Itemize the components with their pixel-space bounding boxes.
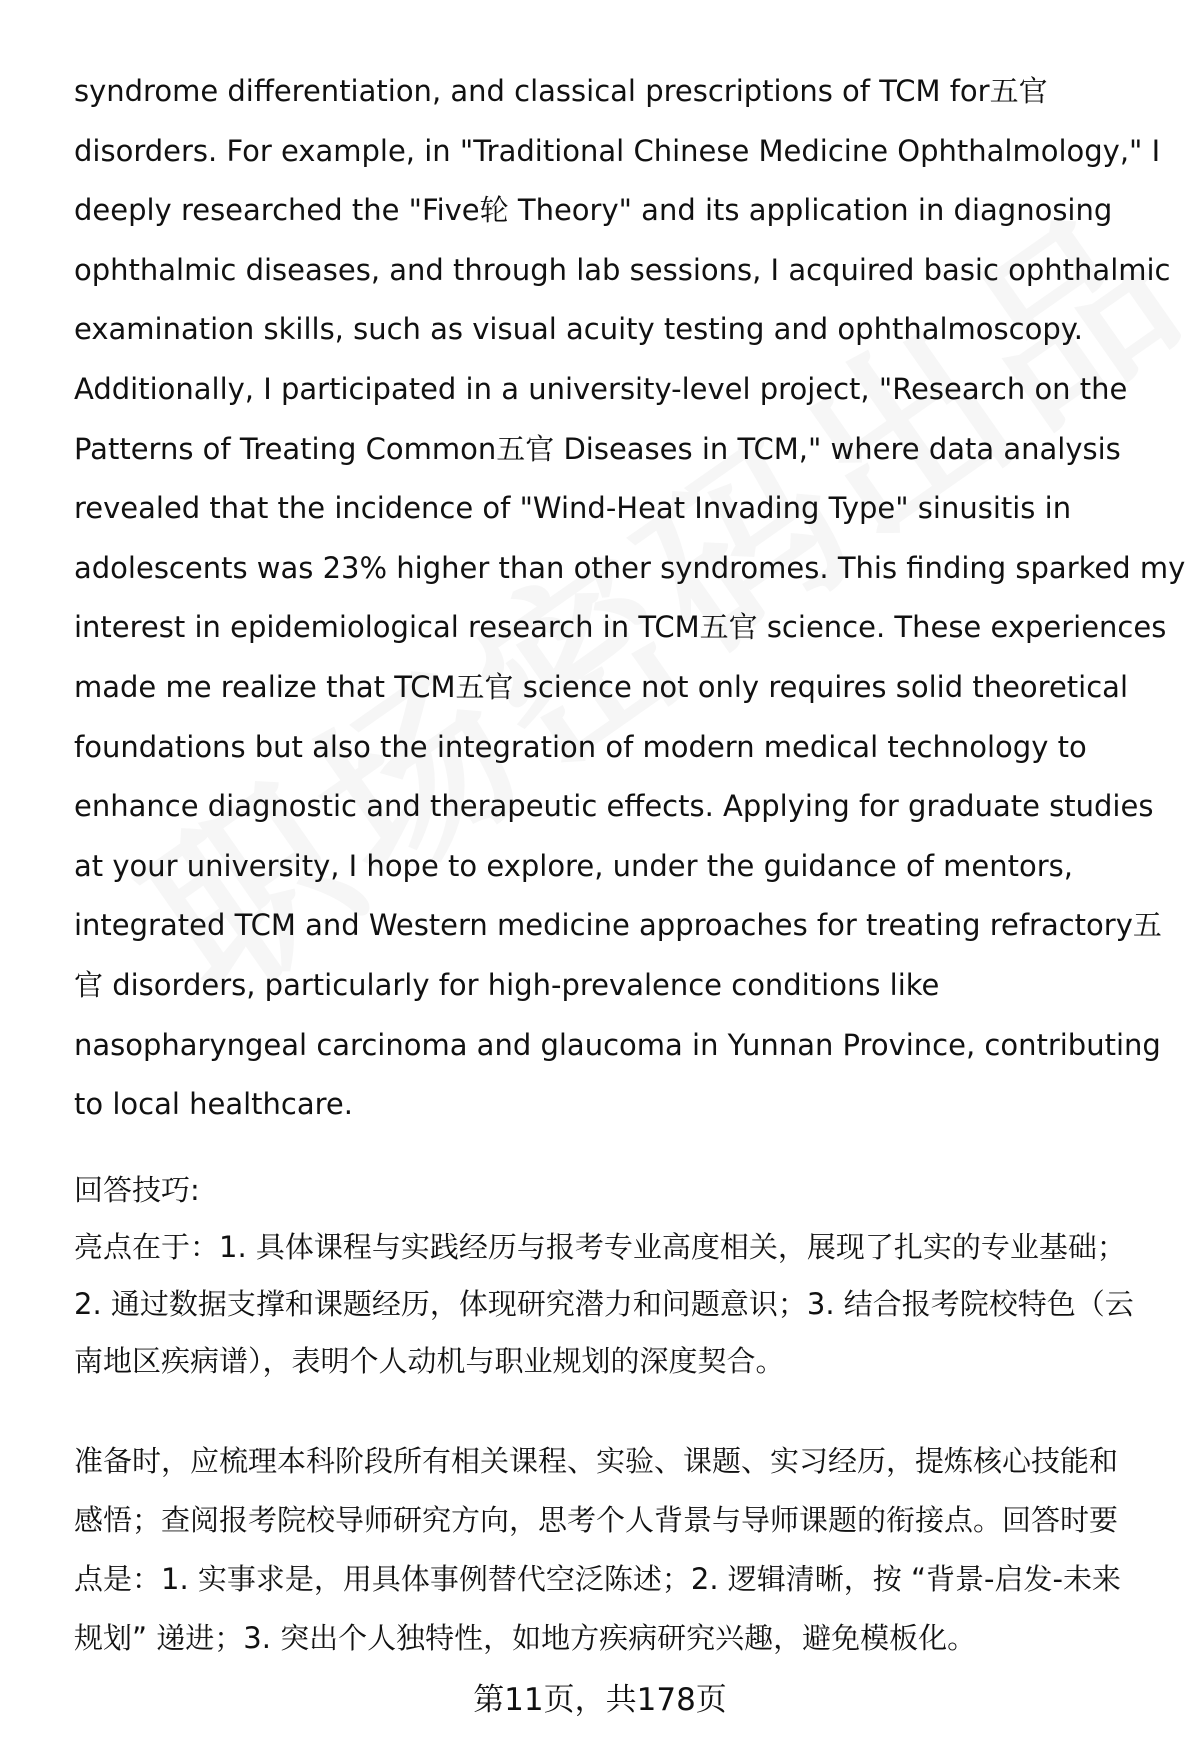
paragraph-line: ophthalmic diseases, and through lab sessions, I acquired basic ophthalmic: [74, 252, 1171, 287]
page-number: 第11页，共178页: [473, 1682, 727, 1718]
paragraph-line: integrated TCM and Western medicine approaches for treating refractory五: [74, 908, 1162, 943]
tips-line: 2. 通过数据支撑和课题经历，体现研究潜力和问题意识；3. 结合报考院校特色（云: [74, 1287, 1134, 1321]
paragraph-line: interest in epidemiological research in TCM五官 science. These experiences: [74, 610, 1167, 645]
paragraph-line: Additionally, I participated in a university-level project, "Research on the: [74, 371, 1128, 406]
paragraph-line: Patterns of Treating Common五官 Diseases in TCM," where data analysis: [74, 431, 1121, 466]
paragraph-line: revealed that the incidence of "Wind-Heat Invading Type" sinusitis in: [74, 491, 1072, 526]
main-paragraph: [74, 62, 1186, 1135]
prep-line: 点是：1. 实事求是，用具体事例替代空泛陈述；2. 逻辑清晰，按 “背景-启发-未来: [74, 1562, 1121, 1596]
tips-heading: 回答技巧:: [74, 1173, 200, 1207]
paragraph-line: nasopharyngeal carcinoma and glaucoma in Yunnan Province, contributing: [74, 1027, 1161, 1062]
paragraph-line: enhance diagnostic and therapeutic effects. Applying for graduate studies: [74, 789, 1154, 824]
paragraph-line: deeply researched the "Five轮 Theory" and its application in diagnosing: [74, 193, 1113, 228]
paragraph-line: foundations but also the integration of modern medical technology to: [74, 729, 1087, 764]
paragraph-line: 官 disorders, particularly for high-prevalence conditions like: [74, 967, 940, 1002]
prep-line: 准备时，应梳理本科阶段所有相关课程、实验、课题、实习经历，提炼核心技能和: [74, 1444, 1119, 1478]
prep-line: 规划” 递进；3. 突出个人独特性，如地方疾病研究兴趣，避免模板化。: [74, 1621, 977, 1655]
paragraph-line: at your university, I hope to explore, under the guidance of mentors,: [74, 848, 1073, 883]
paragraph-line: syndrome differentiation, and classical prescriptions of TCM for五官: [74, 74, 1048, 108]
tips-line: 南地区疾病谱），表明个人动机与职业规划的深度契合。: [74, 1344, 785, 1378]
preparation-section: [74, 1432, 1154, 1668]
paragraph-line: made me realize that TCM五官 science not only requires solid theoretical: [74, 669, 1128, 704]
paragraph-line: adolescents was 23% higher than other syndromes. This finding sparked my: [74, 550, 1186, 585]
paragraph-line: disorders. For example, in "Traditional Chinese Medicine Ophthalmology," I: [74, 133, 1161, 168]
paragraph-line: to local healthcare.: [74, 1087, 353, 1122]
answer-tips-section: [74, 1162, 1154, 1390]
prep-line: 感悟；查阅报考院校导师研究方向，思考个人背景与导师课题的衔接点。回答时要: [74, 1503, 1119, 1537]
paragraph-line: examination skills, such as visual acuity testing and ophthalmoscopy.: [74, 312, 1083, 347]
tips-line: 亮点在于：1. 具体课程与实践经历与报考专业高度相关，展现了扎实的专业基础；: [74, 1230, 1126, 1264]
